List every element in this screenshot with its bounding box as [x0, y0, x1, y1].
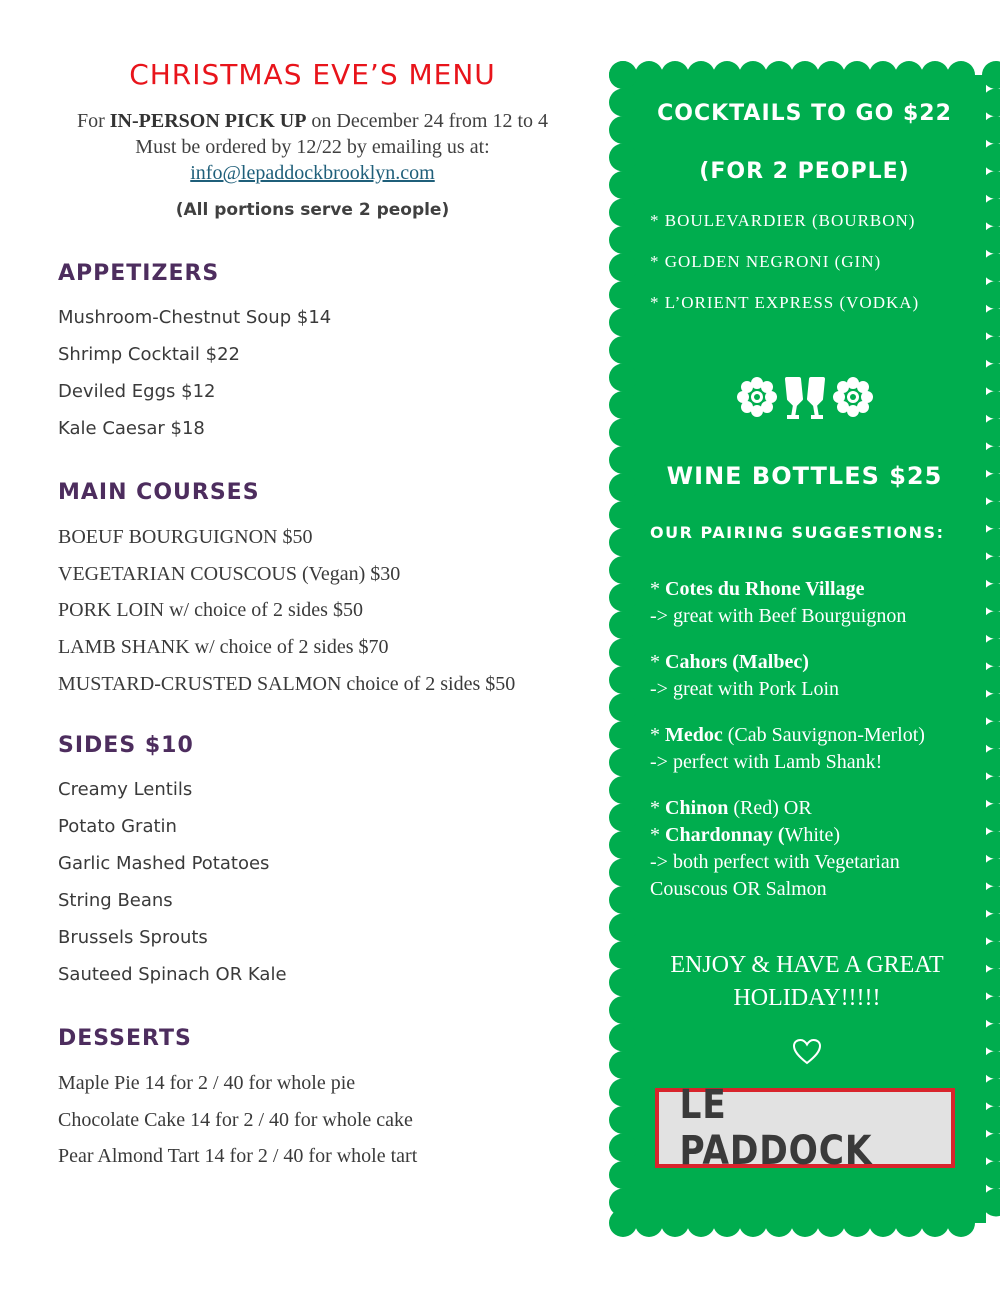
wine-detail: (Red) OR — [728, 797, 812, 819]
bullet: * — [650, 651, 665, 673]
portions-note: (All portions serve 2 people) — [175, 200, 450, 220]
ornament-row — [609, 372, 1000, 427]
pairing-item — [650, 576, 990, 630]
bullet: * — [650, 578, 665, 600]
pairing-item — [650, 795, 990, 903]
closing-line: ENJOY & HAVE A GREAT — [670, 952, 944, 978]
sides-heading: SIDES $10 — [58, 733, 194, 758]
list-item: BOEUF BOURGUIGNON $50 — [58, 526, 313, 548]
list-item: MUSTARD-CRUSTED SALMON choice of 2 sides $50 — [58, 672, 516, 695]
list-item: Mushroom-Chestnut Soup $14 — [58, 307, 332, 328]
list-item: PORK LOIN w/ choice of 2 sides $50 — [58, 599, 363, 622]
wine-name: Chardonnay ( — [665, 824, 785, 846]
bullet: * — [650, 724, 665, 746]
desserts-list — [58, 1070, 417, 1180]
list-item: * L’ORIENT EXPRESS (VODKA) — [650, 293, 920, 312]
list-item: * BOULEVARDIER (BOURBON) — [650, 211, 916, 230]
list-item: Potato Gratin — [58, 816, 177, 837]
list-item: Creamy Lentils — [58, 779, 193, 800]
pairing-item — [650, 649, 990, 703]
champagne-glasses-icon — [787, 379, 823, 417]
order-deadline: Must be ordered by 12/22 by emailing us at: — [135, 136, 490, 158]
wine-heading: WINE BOTTLES $25 — [666, 462, 943, 490]
bullet: * — [650, 797, 665, 819]
cocktails-subheading: (FOR 2 PEOPLE) — [699, 159, 910, 184]
list-item: Kale Caesar $18 — [58, 418, 205, 439]
wine-name: Cahors (Malbec) — [665, 651, 809, 673]
list-item: * GOLDEN NEGRONI (GIN) — [650, 252, 882, 271]
intro-suffix: on December 24 from 12 to 4 — [306, 110, 549, 132]
list-item: Chocolate Cake 14 for 2 / 40 for whole cake — [58, 1108, 413, 1131]
list-item: Shrimp Cocktail $22 — [58, 344, 240, 365]
pairing-item — [650, 722, 990, 776]
pickup-info — [0, 108, 625, 186]
appetizers-heading: APPETIZERS — [58, 261, 220, 286]
cocktails-list — [650, 211, 919, 334]
heart-icon — [792, 1038, 822, 1066]
wine-detail: White) — [784, 824, 841, 846]
list-item: Deviled Eggs $12 — [58, 381, 216, 402]
pairing-list — [650, 576, 990, 922]
drinks-panel — [609, 61, 1000, 1237]
closing-line: HOLIDAY!!!!! — [733, 985, 881, 1011]
wine-name: Cotes du Rhone Village — [665, 578, 865, 600]
pairing-note: -> both perfect with Vegetarian — [650, 851, 900, 873]
pairing-note: Couscous OR Salmon — [650, 878, 827, 900]
pairing-note: -> great with Pork Loin — [650, 678, 840, 700]
le-paddock-logo — [655, 1082, 955, 1174]
menu-title: CHRISTMAS EVE’S MENU — [129, 58, 496, 91]
cocktails-heading: COCKTAILS TO GO $22 — [657, 101, 952, 126]
sides-list — [58, 777, 287, 999]
wine-name: Medoc — [665, 724, 723, 746]
email-link[interactable]: info@lepaddockbrooklyn.com — [190, 162, 435, 184]
list-item: VEGETARIAN COUSCOUS (Vegan) $30 — [58, 562, 401, 585]
snowflake-icon — [737, 377, 777, 417]
intro-bold: IN-PERSON PICK UP — [109, 110, 307, 132]
bullet: * — [650, 824, 665, 846]
pairing-note: -> perfect with Lamb Shank! — [650, 751, 883, 773]
desserts-heading: DESSERTS — [58, 1026, 192, 1051]
intro-prefix: For — [76, 110, 110, 132]
list-item: LAMB SHANK w/ choice of 2 sides $70 — [58, 636, 389, 659]
snowflake-icon — [833, 377, 873, 417]
logo-text: LE PADDOCK — [679, 1082, 873, 1174]
list-item: Pear Almond Tart 14 for 2 / 40 for whole tart — [58, 1145, 418, 1167]
list-item: Brussels Sprouts — [58, 927, 208, 948]
wine-name: Chinon — [665, 797, 729, 819]
wine-detail: (Cab Sauvignon-Merlot) — [722, 724, 925, 746]
list-item: Sauteed Spinach OR Kale — [58, 964, 287, 985]
closing-message — [609, 949, 1000, 1015]
pairing-note: -> great with Beef Bourguignon — [650, 605, 907, 627]
main-courses-list — [58, 524, 515, 707]
main-courses-heading: MAIN COURSES — [58, 480, 260, 505]
list-item: Maple Pie 14 for 2 / 40 for whole pie — [58, 1072, 356, 1094]
list-item: Garlic Mashed Potatoes — [58, 853, 270, 874]
list-item: String Beans — [58, 890, 173, 911]
appetizers-list — [58, 305, 331, 453]
pairing-heading: OUR PAIRING SUGGESTIONS: — [650, 523, 945, 542]
